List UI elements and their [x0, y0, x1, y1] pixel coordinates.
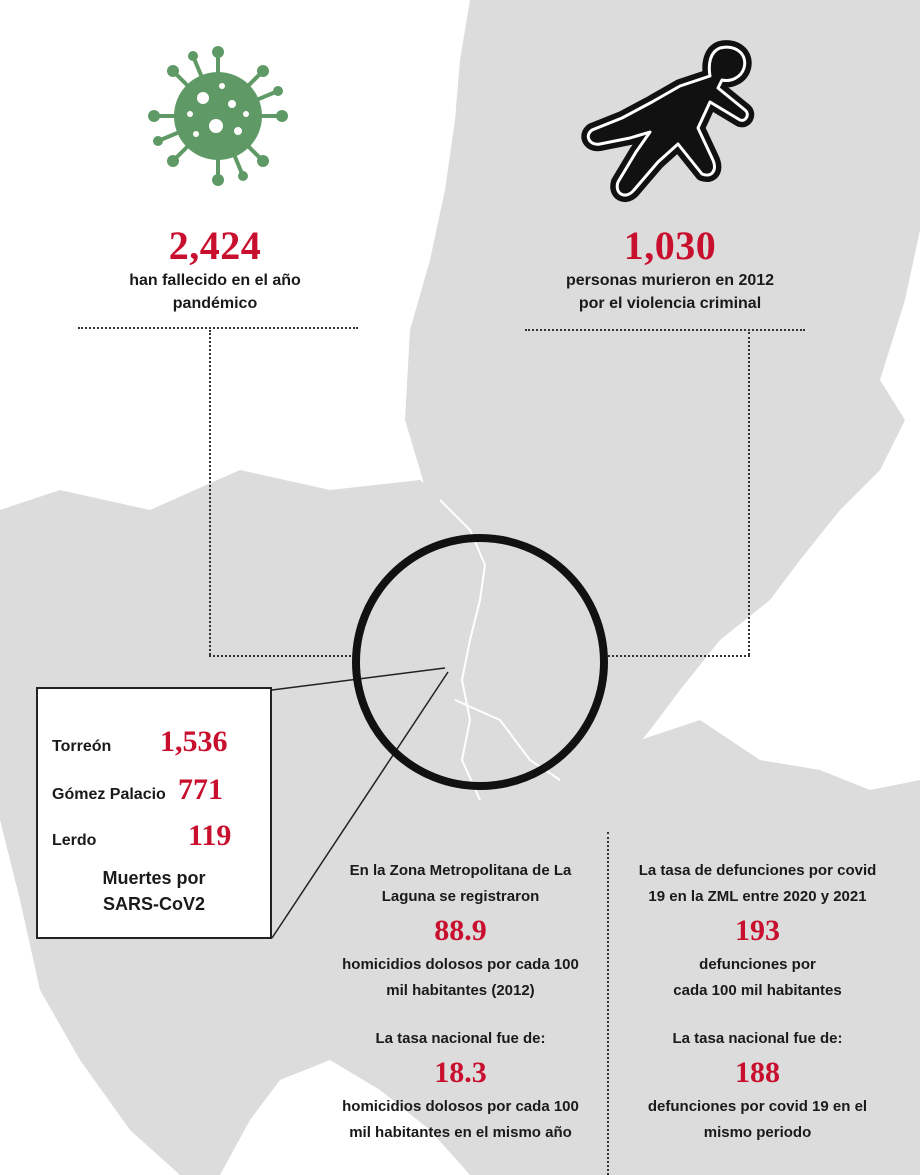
- covid-deaths-value: 2,424: [168, 223, 262, 268]
- legend-caption-line2: SARS-CoV2: [102, 894, 205, 914]
- covid-deaths-caption-1: han fallecido en el año: [129, 272, 301, 289]
- covid-rate-column: [615, 858, 900, 1146]
- homicides-intro-1: En la Zona Metropolitana de La: [349, 862, 572, 879]
- legend-label-torreon: Torreón: [52, 738, 112, 755]
- covid-deaths-caption-2: pandémico: [172, 295, 258, 312]
- covid-rate-value: 193: [735, 914, 780, 947]
- legend-caption: [38, 865, 270, 917]
- legend-value-gomez-palacio: 771: [178, 773, 223, 806]
- violence-deaths-caption-1: personas murieron en 2012: [565, 272, 775, 289]
- violence-deaths-value: 1,030: [623, 223, 717, 268]
- legend-label-gomez-palacio: Gómez Palacio: [52, 786, 166, 803]
- homicides-national-value: 18.3: [434, 1056, 487, 1089]
- covid-rate-desc-2: cada 100 mil habitantes: [673, 982, 842, 999]
- violence-deaths-caption-2: por el violencia criminal: [578, 295, 762, 312]
- covid-rate-desc-1: defunciones por: [699, 956, 816, 973]
- legend-row-torreon: [52, 725, 228, 759]
- homicides-column: [318, 858, 603, 1146]
- homicides-desc-2: mil habitantes (2012): [386, 982, 535, 999]
- covid-rate-national-desc-2: mismo periodo: [703, 1124, 812, 1141]
- covid-rate-intro-2: 19 en la ZML entre 2020 y 2021: [648, 888, 867, 905]
- covid-rate-national-desc-1: defunciones por covid 19 en el: [647, 1098, 868, 1115]
- covid-rate-national-label: La tasa nacional fue de:: [672, 1030, 843, 1047]
- legend-row-lerdo: [52, 819, 231, 853]
- legend-label-lerdo: Lerdo: [52, 832, 97, 849]
- homicides-national-desc-1: homicidios dolosos por cada 100: [342, 1098, 579, 1115]
- homicides-national-desc-2: mil habitantes en el mismo año: [349, 1124, 572, 1141]
- covid-rate-intro-1: La tasa de defunciones por covid: [638, 862, 877, 879]
- homicides-desc-1: homicidios dolosos por cada 100: [342, 956, 579, 973]
- legend-row-gomez-palacio: [52, 773, 223, 807]
- legend-value-lerdo: 119: [188, 819, 232, 852]
- covid-rate-national-value: 188: [735, 1056, 780, 1089]
- municipal-deaths-box: [36, 687, 272, 939]
- legend-caption-line1: Muertes por: [102, 868, 206, 888]
- legend-value-torreon: 1,536: [160, 725, 228, 758]
- homicides-value: 88.9: [434, 914, 487, 947]
- zoom-circle: [356, 538, 604, 786]
- homicides-intro-2: Laguna se registraron: [381, 888, 540, 905]
- homicides-national-label: La tasa nacional fue de:: [375, 1030, 546, 1047]
